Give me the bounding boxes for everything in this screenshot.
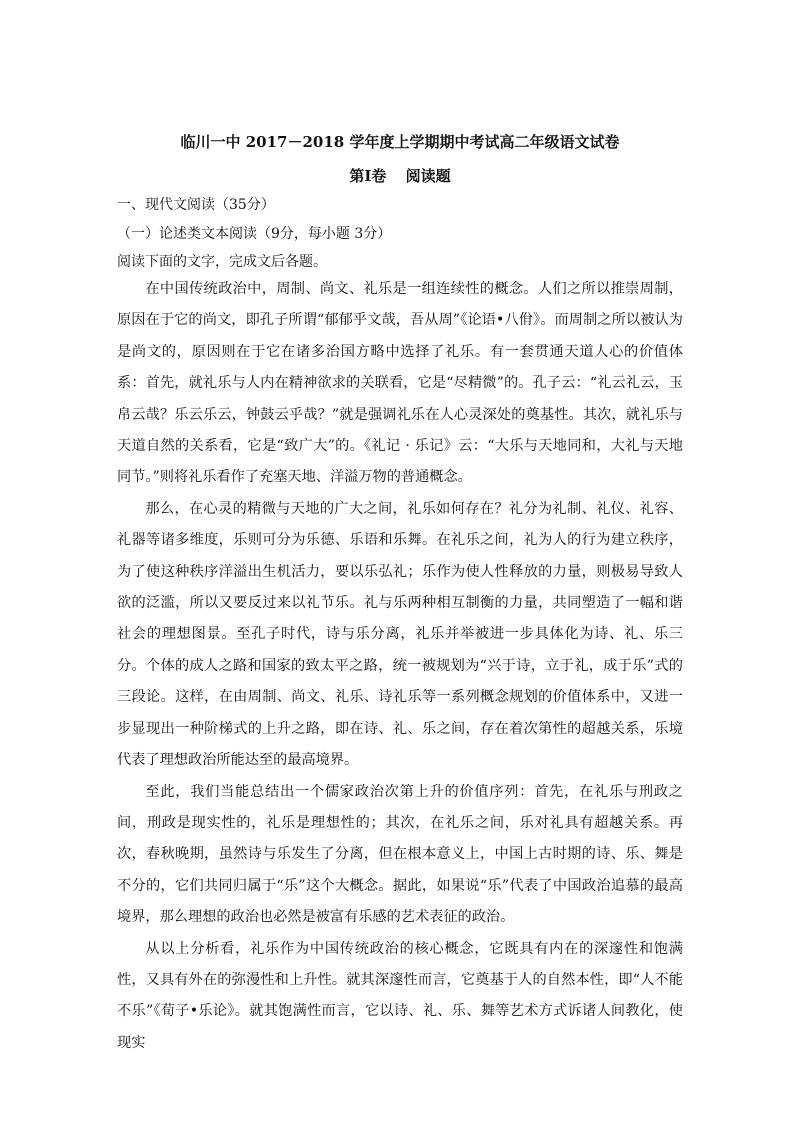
exam-page [117,120,683,1059]
reading-instruction: 阅读下面的文字，完成文后各题。 [117,254,327,270]
subsection-heading: （一）论述类文本阅读（9分，每小题 3分） [117,226,392,242]
paragraph-4: 从以上分析看，礼乐作为中国传统政治的核心概念，它既具有内在的深邃性和饱满性，又具有外在的弥漫性和上升性。就其深邃性而言，它奠基于人的自然本性，即“人不能不乐”《荀子•乐论》。就其饱满性而言，它以诗、礼、乐、舞等艺术方式诉诸人间教化，使现实 [117,940,683,1051]
paragraph-3: 至此，我们当能总结出一个儒家政治次第上升的价值序列：首先，在礼乐与刑政之间，刑政是现实性的，礼乐是理想性的；其次，在礼乐之间，乐对礼具有超越关系。再次，春秋晚期，虽然诗与乐发生了分离，但在根本意义上，中国上古时期的诗、乐、舞是不分的，它们共同归属于“乐”这个大概念。据此，如果说“乐”代表了中国政治追慕的最高境界，那么理想的政治也必然是被富有乐感的艺术表征的政治。 [117,783,683,926]
exam-title: 临川一中 2017－2018 学年度上学期期中考试高二年级语文试卷 [180,133,620,151]
paragraph-1: 在中国传统政治中，周制、尚文、礼乐是一组连续性的概念。人们之所以推崇周制，原因在于它的尚文，即孔子所谓“郁郁乎文哉，吾从周”《论语•八佾》。而周制之所以被认为是尚文的，原因则在于它在诸多治国方略中选择了礼乐。有一套贯通天道人心的价值体系：首先，就礼乐与人内在精神欲求的关联看，它是“尽精微”的。孔子云：“礼云礼云，玉帛云哉？乐云乐云，钟鼓云乎哉？”就是强调礼乐在人心灵深处的奠基性。其次，就礼乐与天道自然的关系看，它是“致广大”的。《礼记 · 乐记》云：“大乐与天地同和，大礼与天地同节。”则将礼乐看作了充塞天地、洋溢万物的普通概念。 [117,281,683,486]
section-heading: 一、现代文阅读（35分） [117,197,275,213]
volume-title: 第Ⅰ卷 阅读题 [349,167,451,185]
paragraph-2: 那么，在心灵的精微与天地的广大之间，礼乐如何存在？礼分为礼制、礼仪、礼容、礼器等诸多维度，乐则可分为乐德、乐语和乐舞。在礼乐之间，礼为人的行为建立秩序，为了使这种秩序洋溢出生机活力，要以乐弘礼；乐作为使人性释放的力量，则极易导致人欲的泛滥，所以又要反过来以礼节乐。礼与乐两种相互制衡的力量，共同塑造了一幅和谐社会的理想图景。至孔子时代，诗与乐分离，礼乐并举被进一步具体化为诗、礼、乐三分。个体的成人之路和国家的致太平之路，统一被规划为“兴于诗，立于礼，成于乐”式的三段论。这样，在由周制、尚文、礼乐、诗礼乐等一系列概念规划的价值体系中，又进一步显现出一种阶梯式的上升之路，即在诗、礼、乐之间，存在着次第性的超越关系，乐境代表了理想政治所能达至的最高境界。 [117,500,683,769]
